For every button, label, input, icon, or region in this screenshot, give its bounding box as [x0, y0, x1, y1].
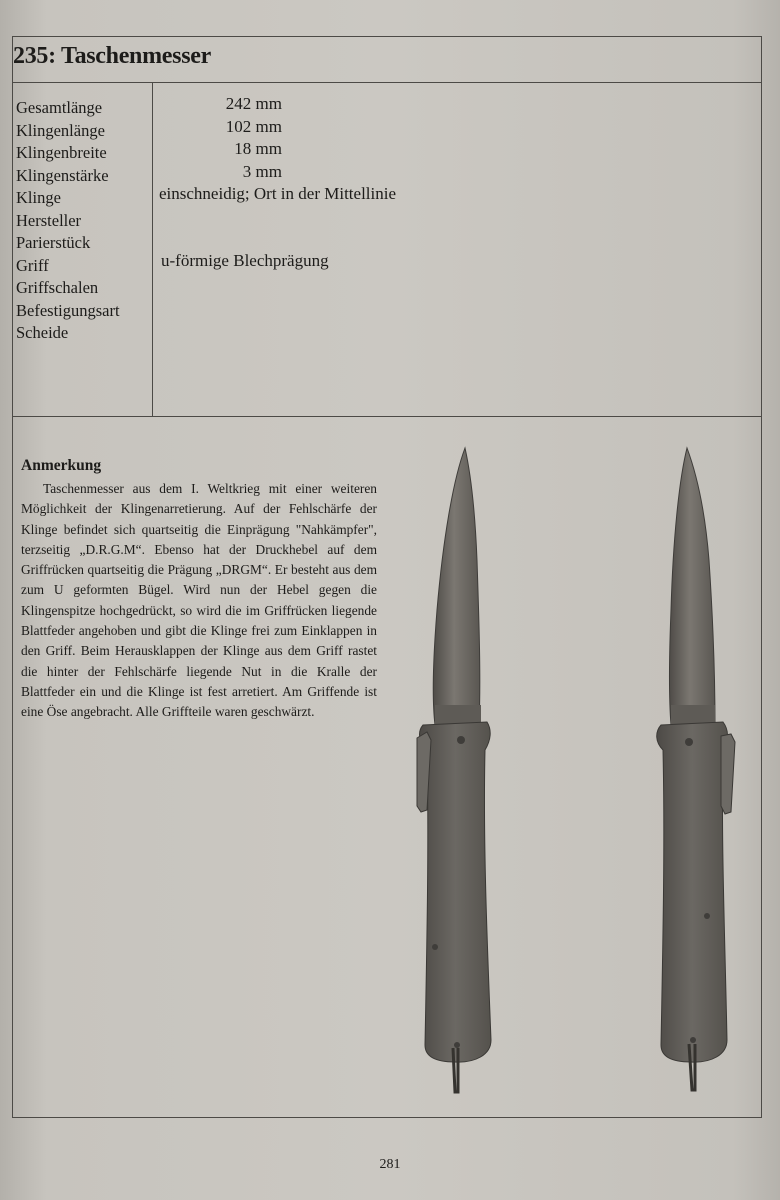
spec-value-klinge: einschneidig; Ort in der Mittellinie — [159, 184, 397, 203]
rivet — [685, 738, 693, 746]
page-number: 281 — [379, 1157, 401, 1172]
spec-label: Scheide — [16, 323, 69, 342]
spec-column-divider — [152, 83, 153, 416]
spec-label: Klingenlänge — [16, 120, 105, 140]
spec-value-klingenstaerke: 3 mm — [242, 161, 282, 181]
spec-value-klingenlaenge: 102 mm — [225, 116, 282, 136]
lever-shape — [721, 734, 735, 814]
knife-photo — [395, 420, 755, 1100]
spec-value-gesamtlaenge: 242 mm — [225, 94, 282, 113]
spec-value-klingenbreite: 18 mm — [234, 139, 282, 158]
spec-value-griff: u-förmige Blechprägung — [161, 251, 329, 270]
spec-label: Klingenbreite — [16, 143, 107, 162]
handle-shape — [420, 722, 491, 1062]
spec-label: Griffschalen — [16, 278, 99, 297]
handle-shape — [657, 722, 728, 1062]
title-bar — [13, 37, 761, 83]
note-heading: Anmerkung — [21, 457, 102, 474]
spec-label: Hersteller — [16, 210, 82, 230]
knife-right — [657, 448, 735, 1090]
blade-ricasso — [435, 705, 481, 725]
blade-shape — [670, 448, 716, 725]
page-title: 235: Taschenmesser — [13, 43, 211, 69]
blade-shape — [433, 448, 480, 725]
note-body: Taschenmesser aus dem I. Weltkrieg mit einer weiteren Möglichkeit der Klingenarretierung. Auf der Fehlschärfe der Klinge befindet sich quartseitig die Einprägung "Nahkämpfer", terzseitig „D.R.G.M“. Ebenso hat der Druckhebel auf dem Griffrücken quartseitig die Prägung „DRGM“. Er besteht aus dem zum U geformten Bügel. Wird nun der Hebel gegen die Klingenspitze hochgedrückt, so wird die im Griffrücken liegende Blattfeder angehoben und gibt die Klinge frei zum Einklappen in den Griff. Beim Herausklappen der Klinge aus dem Griff rastet die hinter der Fehlschärfe liegende Nut in die Kralle der Blattfeder ein und die Klinge ist fest arretiert. Am Griffende ist eine Öse angebracht. Alle Griffteile waren geschwärzt. — [21, 481, 377, 720]
knife-left — [417, 448, 491, 1092]
spec-label: Griff — [16, 255, 49, 275]
blade-ricasso — [671, 705, 715, 725]
rivet — [690, 1037, 696, 1043]
spec-labels — [16, 97, 120, 345]
rivet — [454, 1042, 460, 1048]
rivet — [704, 913, 710, 919]
rivet — [432, 944, 438, 950]
spec-label: Gesamtlänge — [16, 98, 103, 117]
spec-label: Klinge — [16, 188, 61, 207]
spec-label: Klingenstärke — [16, 165, 109, 185]
spec-label: Befestigungsart — [16, 300, 120, 320]
spec-table — [13, 83, 761, 417]
spec-label: Parierstück — [16, 233, 91, 252]
rivet — [457, 736, 465, 744]
